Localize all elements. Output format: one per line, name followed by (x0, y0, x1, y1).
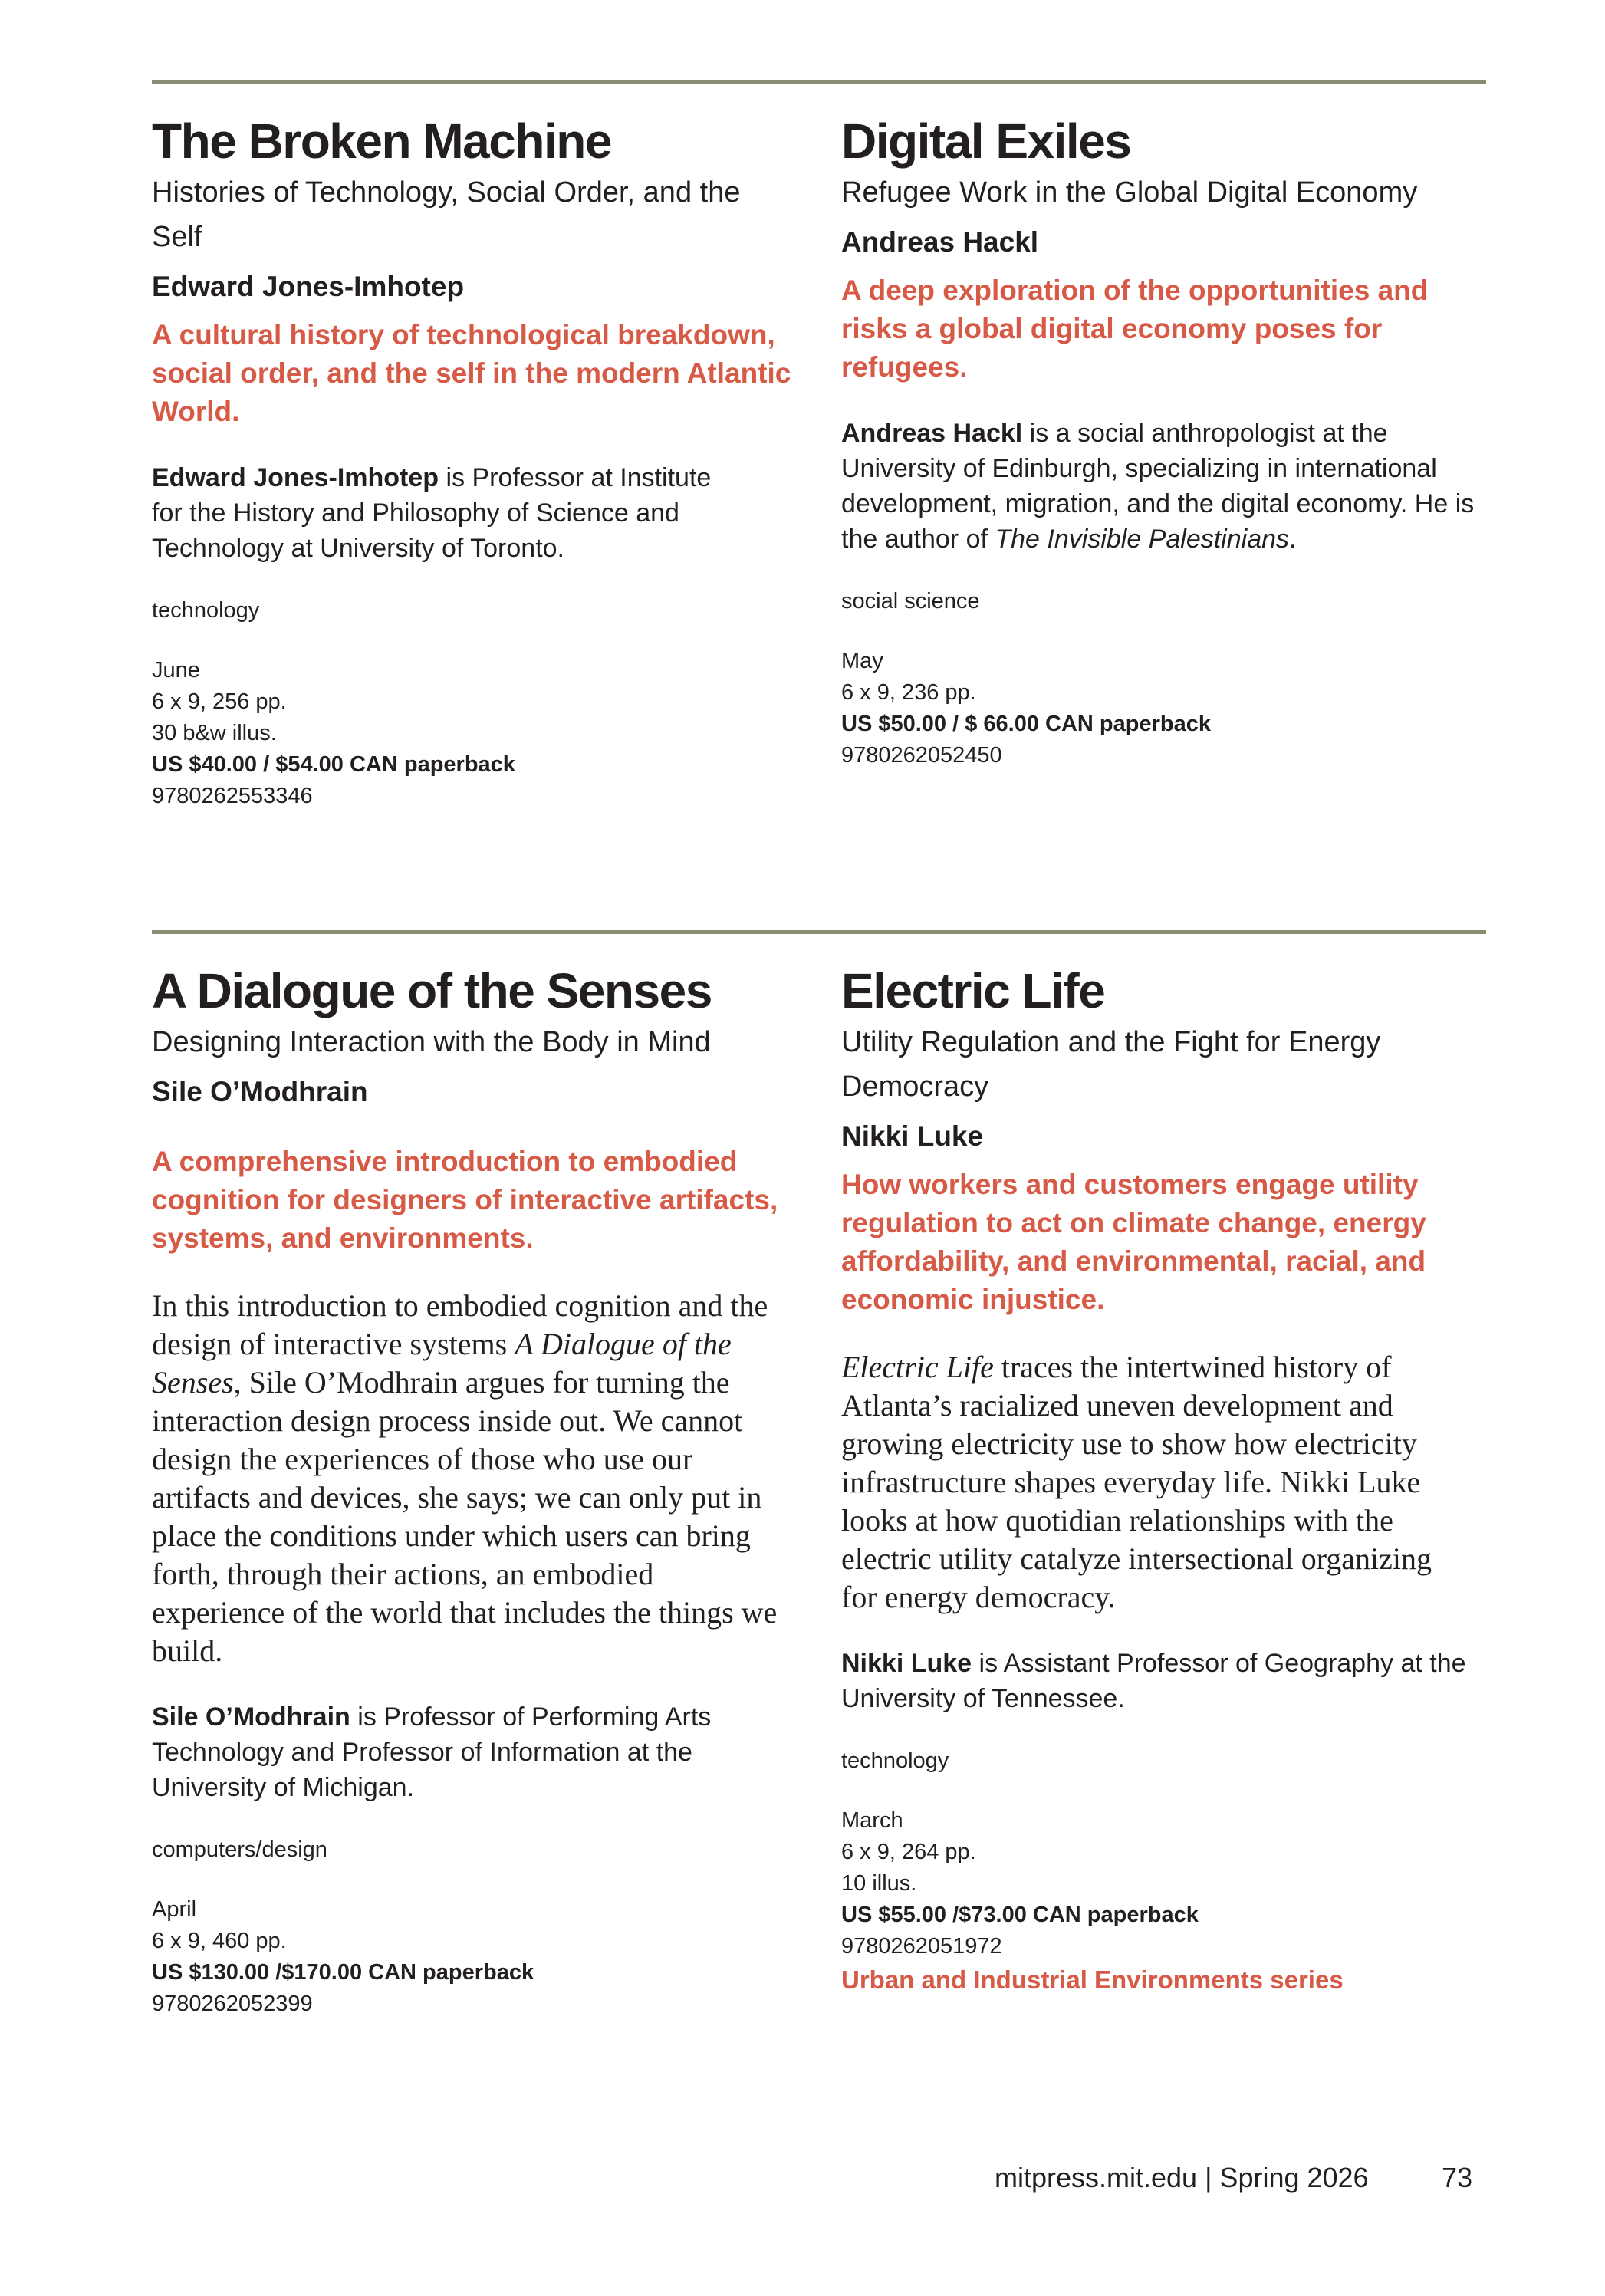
book-author: Andreas Hackl (841, 226, 1039, 258)
book-subtitle: Histories of Technology, Social Order, and the Self (152, 176, 741, 253)
isbn: 9780262052399 (152, 1992, 313, 2016)
book-title: Digital Exiles (841, 113, 1131, 169)
bio-text: is a social anthropologist at the University of Edinburgh, specializing in international development, migration, and the digital economy. He is the author of (841, 419, 1475, 554)
book-category: social science (841, 589, 980, 613)
book-entry-dialogue-of-the-senses (152, 962, 788, 2020)
bio-end: . (1289, 525, 1297, 554)
book-tagline: A deep exploration of the opportunities and risks a global digital economy poses for refugees. (841, 275, 1429, 383)
book-tagline: A cultural history of technological breakdown, social order, and the self in the modern Atlantic World. (152, 319, 791, 427)
middle-rule (152, 930, 1486, 934)
isbn: 9780262052450 (841, 743, 1002, 768)
bio-author-name: Andreas Hackl (841, 419, 1023, 448)
book-description (841, 1348, 1462, 1617)
bio-author-name: Sile O’Modhrain (152, 1702, 350, 1732)
series-link[interactable]: Urban and Industrial Environments series (841, 1965, 1344, 1994)
book-author: Edward Jones-Imhotep (152, 271, 465, 302)
bio-text: is Assistant Professor of Geography at the University of Tennessee. (841, 1649, 1466, 1713)
trim-size: 6 x 9, 236 pp. (841, 680, 976, 705)
pub-month: March (841, 1808, 903, 1833)
book-meta (841, 1805, 1478, 1998)
book-category: technology (152, 598, 260, 623)
isbn: 9780262553346 (152, 784, 313, 808)
bio-book-title: The Invisible Palestinians (995, 525, 1290, 554)
book-category: technology (841, 1748, 949, 1773)
book-description (152, 1287, 788, 1670)
pub-month: April (152, 1897, 197, 1922)
book-category: computers/design (152, 1837, 327, 1862)
price: US $40.00 / $54.00 CAN paperback (152, 752, 515, 777)
trim-size: 6 x 9, 256 pp. (152, 689, 287, 714)
desc-text-rest: traces the intertwined history of Atlanta’s racialized uneven development and growing electricity use to show how electricity infrastructure shapes everyday life. Nikki Luke looks at how quotidian relationships with the electric utility catalyze intersectional organizing for energy democracy. (841, 1350, 1432, 1614)
book-subtitle: Utility Regulation and the Fight for Energy Democracy (841, 1026, 1381, 1103)
illustrations: 10 illus. (841, 1871, 917, 1896)
isbn: 9780262051972 (841, 1934, 1002, 1959)
pub-month: June (152, 658, 200, 683)
trim-size: 6 x 9, 264 pp. (841, 1840, 976, 1864)
book-meta (152, 655, 788, 812)
desc-book-title: A Dialogue of the Senses (152, 1327, 732, 1400)
book-tagline: A comprehensive introduction to embodied cognition for designers of interactive artifacts, systems, and environments. (152, 1146, 778, 1254)
book-entry-digital-exiles (841, 112, 1478, 771)
author-bio (841, 1646, 1489, 1716)
book-title: Electric Life (841, 963, 1105, 1018)
author-bio (152, 460, 719, 566)
book-tagline: How workers and customers engage utility regulation to act on climate change, energy affordability, and environmental, racial, and economic injustice. (841, 1169, 1426, 1315)
book-author: Sile O’Modhrain (152, 1076, 368, 1107)
top-rule (152, 80, 1486, 84)
price: US $55.00 /$73.00 CAN paperback (841, 1903, 1199, 1927)
author-bio (152, 1699, 735, 1805)
pub-month: May (841, 649, 883, 673)
bio-text: is Professor of Performing Arts Technology and Professor of Information at the University of Michigan. (152, 1702, 712, 1802)
page-number: 73 (1442, 2162, 1473, 2193)
book-title: The Broken Machine (152, 113, 611, 169)
book-entry-electric-life (841, 962, 1478, 1998)
price: US $50.00 / $ 66.00 CAN paperback (841, 712, 1211, 736)
trim-size: 6 x 9, 460 pp. (152, 1929, 287, 1953)
book-author: Nikki Luke (841, 1120, 984, 1152)
book-meta (841, 646, 1478, 771)
footer-site: mitpress.mit.edu | Spring 2026 (995, 2162, 1369, 2193)
book-meta (152, 1894, 788, 2020)
book-subtitle: Refugee Work in the Global Digital Economy (841, 176, 1418, 209)
desc-book-title: Electric Life (841, 1350, 994, 1384)
author-bio (841, 416, 1489, 557)
bio-author-name: Nikki Luke (841, 1649, 972, 1678)
desc-text-rest: , Sile O’Modhrain argues for turning the interaction design process inside out. We cannot design the experiences of those who use our artifacts and devices, she says; we can only put in place the conditions under which users can bring forth, through their actions, an embodied experience of the world that includes the things we build. (152, 1365, 778, 1668)
book-subtitle: Designing Interaction with the Body in Mind (152, 1026, 711, 1058)
book-entry-broken-machine (152, 112, 791, 812)
illustrations: 30 b&w illus. (152, 721, 277, 745)
bio-text: is Professor at Institute for the History and Philosophy of Science and Technology at University of Toronto. (152, 463, 712, 563)
desc-text: In this introduction to embodied cognition and the design of interactive systems (152, 1288, 768, 1361)
bio-author-name: Edward Jones-Imhotep (152, 463, 439, 492)
price: US $130.00 /$170.00 CAN paperback (152, 1960, 534, 1985)
book-title: A Dialogue of the Senses (152, 963, 712, 1018)
